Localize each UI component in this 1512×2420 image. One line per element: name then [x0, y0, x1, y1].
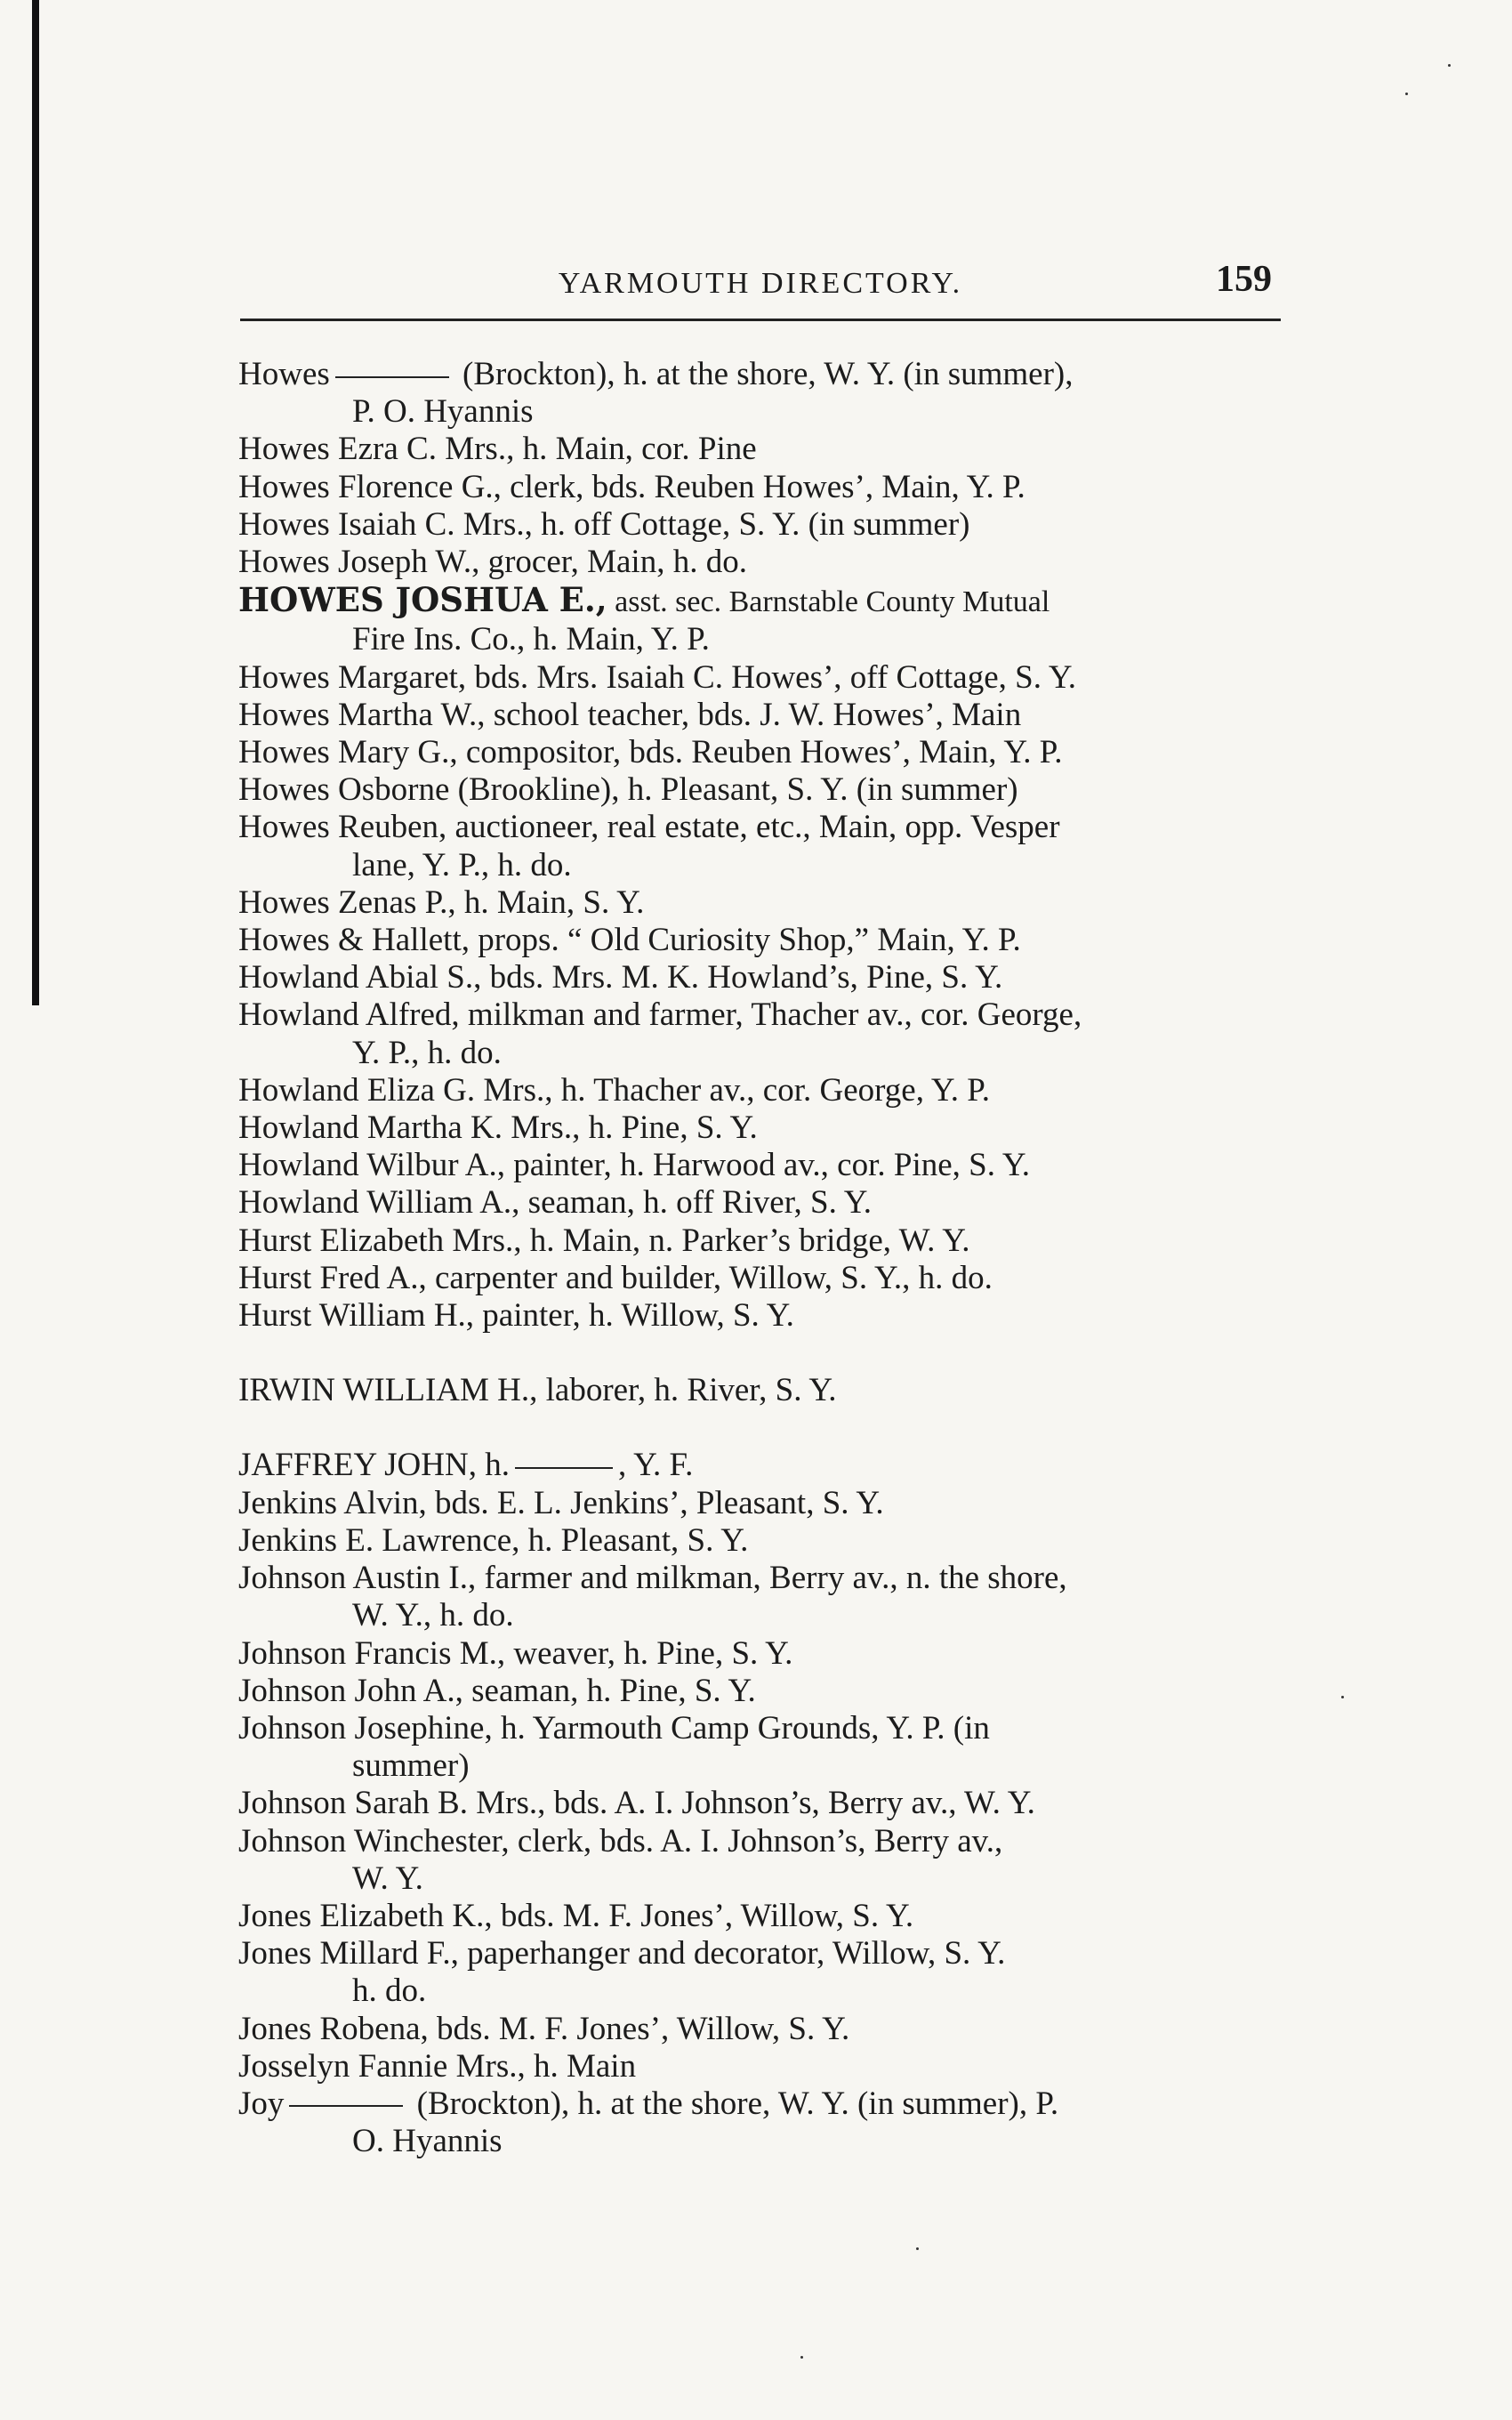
- directory-entry: [238, 1485, 1281, 1522]
- speck: [1341, 1696, 1344, 1698]
- directory-entry: [238, 1785, 1281, 1822]
- entry-text: IRWIN WILLIAM H., laborer, h. River, S. Y.: [238, 1372, 837, 1409]
- entry-text: Howland Martha K. Mrs., h. Pine, S. Y.: [238, 1109, 758, 1147]
- entry-continuation: W. Y., h. do.: [352, 1597, 514, 1634]
- directory-entry: [238, 734, 1281, 771]
- entry-text: Howes Isaiah C. Mrs., h. off Cottage, S. Y. (in summer): [238, 505, 970, 543]
- directory-entry: [238, 1372, 1281, 1409]
- directory-entry: [238, 2048, 1281, 2085]
- entry-text: Hurst Fred A., carpenter and builder, Willow, S. Y., h. do.: [238, 1259, 993, 1296]
- entry-line: [238, 771, 1281, 809]
- entry-text: Howes Zenas P., h. Main, S. Y.: [238, 883, 645, 921]
- entry-line: [238, 1823, 1281, 1860]
- directory-entry: [238, 809, 1281, 883]
- directory-entry: [238, 356, 1281, 431]
- speck: [800, 2356, 803, 2359]
- directory-entry: [238, 1072, 1281, 1109]
- entry-line: [238, 809, 1281, 846]
- entry-continuation: P. O. Hyannis: [352, 393, 534, 431]
- entry-text: (Brockton), h. at the shore, W. Y. (in summer),: [454, 356, 1074, 392]
- entry-line: [238, 431, 1281, 468]
- entry-text: Hurst William H., painter, h. Willow, S. Y.: [238, 1297, 794, 1335]
- entry-line: [238, 1560, 1281, 1597]
- entry-line: [238, 356, 1281, 393]
- page-number: 159: [1216, 259, 1272, 300]
- entry-line: [238, 1260, 1281, 1297]
- directory-entry: [238, 1184, 1281, 1222]
- entry-line: [238, 506, 1281, 544]
- entry-line: [238, 1297, 1281, 1335]
- directory-entry: [238, 506, 1281, 544]
- directory-entry: [238, 1635, 1281, 1673]
- entry-text: Joy: [238, 2085, 285, 2122]
- entry-text: Jones Millard F., paperhanger and decorator, Willow, S. Y.: [238, 1935, 1006, 1972]
- entry-line: [238, 884, 1281, 922]
- page-header: [240, 259, 1281, 311]
- speck: [1448, 64, 1451, 67]
- margin-rule: [32, 0, 39, 1005]
- directory-entry: [238, 996, 1281, 1071]
- entry-line: [238, 1147, 1281, 1184]
- entry-continuation: W. Y.: [352, 1859, 423, 1897]
- entry-line: [238, 1447, 1281, 1484]
- entry-line: [238, 1522, 1281, 1560]
- directory-entry: [238, 469, 1281, 506]
- directory-entry: [238, 1222, 1281, 1260]
- directory-entry: [238, 1522, 1281, 1560]
- entry-text: JAFFREY JOHN, h.: [238, 1447, 510, 1484]
- entry-text: Howes Margaret, bds. Mrs. Isaiah C. Howes’, off Cottage, S. Y.: [238, 658, 1077, 696]
- entry-line: [238, 1785, 1281, 1822]
- entry-text: Howes Ezra C. Mrs., h. Main, cor. Pine: [238, 431, 757, 468]
- entry-text: Johnson Francis M., weaver, h. Pine, S. Y.: [238, 1634, 793, 1672]
- entry-line: [238, 1222, 1281, 1260]
- entry-text: Howes Mary G., compositor, bds. Reuben Howes’, Main, Y. P.: [238, 734, 1063, 771]
- entry-line: [238, 1898, 1281, 1935]
- entry-line: [238, 469, 1281, 506]
- entry-line: [238, 959, 1281, 996]
- entry-continuation: h. do.: [352, 1972, 427, 2010]
- directory-entry: [238, 2085, 1281, 2160]
- directory-entry: [238, 2011, 1281, 2048]
- directory-entry: [238, 1447, 1281, 1484]
- entry-line: [238, 659, 1281, 697]
- entry-text: Josselyn Fannie Mrs., h. Main: [238, 2047, 637, 2085]
- entry-text: Hurst Elizabeth Mrs., h. Main, n. Parker’s bridge, W. Y.: [238, 1222, 970, 1259]
- directory-entry: [238, 1935, 1281, 2010]
- entry-text: Howland Abial S., bds. Mrs. M. K. Howland’s, Pine, S. Y.: [238, 959, 1003, 996]
- entry-text: Howland Eliza G. Mrs., h. Thacher av., cor. George, Y. P.: [238, 1071, 991, 1109]
- blank-dash: [515, 1467, 613, 1469]
- directory-entries: [238, 356, 1281, 2160]
- directory-entry: [238, 959, 1281, 996]
- entry-line: [238, 1710, 1281, 1747]
- entry-text: Howland Wilbur A., painter, h. Harwood av., cor. Pine, S. Y.: [238, 1147, 1031, 1184]
- entry-line: [238, 1635, 1281, 1673]
- entry-line: [238, 1109, 1281, 1147]
- entry-text: Jones Robena, bds. M. F. Jones’, Willow, S. Y.: [238, 2010, 850, 2047]
- entry-line: [238, 697, 1281, 734]
- entry-continuation: lane, Y. P., h. do.: [352, 846, 572, 883]
- entry-text: Jones Elizabeth K., bds. M. F. Jones’, Willow, S. Y.: [238, 1897, 914, 1934]
- section-gap: [238, 1335, 1281, 1372]
- entry-line: [238, 1072, 1281, 1109]
- directory-entry: [238, 771, 1281, 809]
- directory-entry: [238, 1147, 1281, 1184]
- entry-text: Johnson John A., seaman, h. Pine, S. Y.: [238, 1672, 756, 1709]
- entry-continuation: Fire Ins. Co., h. Main, Y. P.: [352, 621, 710, 658]
- directory-entry: [238, 697, 1281, 734]
- entry-text: Howes Osborne (Brookline), h. Pleasant, S. Y. (in summer): [238, 771, 1018, 809]
- directory-entry: [238, 431, 1281, 468]
- entry-text: Howes: [238, 356, 330, 392]
- entry-line: [238, 1372, 1281, 1409]
- directory-entry: [238, 1898, 1281, 1935]
- directory-entry: [238, 544, 1281, 581]
- entry-line: [238, 1184, 1281, 1222]
- entry-line: [238, 1935, 1281, 1972]
- entry-text: (Brockton), h. at the shore, W. Y. (in summer), P.: [408, 2085, 1059, 2122]
- entry-line: [238, 2011, 1281, 2048]
- entry-line: [238, 1673, 1281, 1710]
- directory-entry: [238, 581, 1281, 658]
- entry-line: [238, 544, 1281, 581]
- entry-line: [238, 2048, 1281, 2085]
- entry-text: , Y. F.: [617, 1447, 694, 1484]
- entry-text: Jenkins Alvin, bds. E. L. Jenkins’, Pleasant, S. Y.: [238, 1484, 884, 1521]
- entry-text: Howes Martha W., school teacher, bds. J. W. Howes’, Main: [238, 696, 1022, 733]
- speck: [916, 2247, 919, 2250]
- entry-line: [238, 922, 1281, 959]
- directory-entry: [238, 1823, 1281, 1898]
- entry-line: [238, 2085, 1281, 2123]
- entry-text: Howes Joseph W., grocer, Main, h. do.: [238, 544, 747, 581]
- directory-entry: [238, 1297, 1281, 1335]
- speck: [1405, 93, 1408, 95]
- entry-text: Howland Alfred, milkman and farmer, Thacher av., cor. George,: [238, 996, 1082, 1034]
- entry-line: [238, 1485, 1281, 1522]
- blank-dash: [289, 2105, 403, 2107]
- header-rule: [240, 319, 1281, 321]
- entry-text: Howes Reuben, auctioneer, real estate, etc., Main, opp. Vesper: [238, 809, 1060, 846]
- entry-text: Howes Florence G., clerk, bds. Reuben Howes’, Main, Y. P.: [238, 468, 1025, 505]
- directory-entry: [238, 1710, 1281, 1785]
- entry-line: [238, 996, 1281, 1034]
- entry-text: Howland William A., seaman, h. off River, S. Y.: [238, 1184, 872, 1222]
- entry-name-bold: HOWES JOSHUA E.,: [238, 580, 607, 620]
- entry-continuation: Y. P., h. do.: [352, 1034, 502, 1071]
- entry-text: asst. sec. Barnstable County Mutual: [607, 585, 1050, 619]
- entry-line: [238, 581, 1281, 621]
- directory-entry: [238, 884, 1281, 922]
- entry-text: Johnson Sarah B. Mrs., bds. A. I. Johnson’s, Berry av., W. Y.: [238, 1785, 1035, 1822]
- directory-entry: [238, 1260, 1281, 1297]
- running-title: YARMOUTH DIRECTORY.: [558, 267, 963, 300]
- entry-continuation: O. Hyannis: [352, 2123, 503, 2160]
- entry-continuation: summer): [352, 1747, 470, 1785]
- section-gap: [238, 1409, 1281, 1447]
- directory-entry: [238, 1673, 1281, 1710]
- entry-text: Johnson Josephine, h. Yarmouth Camp Grounds, Y. P. (in: [238, 1709, 990, 1746]
- directory-entry: [238, 1560, 1281, 1634]
- entry-line: [238, 734, 1281, 771]
- entry-text: Johnson Winchester, clerk, bds. A. I. Johnson’s, Berry av.,: [238, 1822, 1003, 1859]
- entry-text: Howes & Hallett, props. “ Old Curiosity Shop,” Main, Y. P.: [238, 922, 1021, 959]
- entry-text: Johnson Austin I., farmer and milkman, Berry av., n. the shore,: [238, 1560, 1067, 1597]
- directory-entry: [238, 1109, 1281, 1147]
- blank-dash: [335, 376, 449, 378]
- entry-text: Jenkins E. Lawrence, h. Pleasant, S. Y.: [238, 1521, 749, 1559]
- directory-entry: [238, 922, 1281, 959]
- directory-entry: [238, 659, 1281, 697]
